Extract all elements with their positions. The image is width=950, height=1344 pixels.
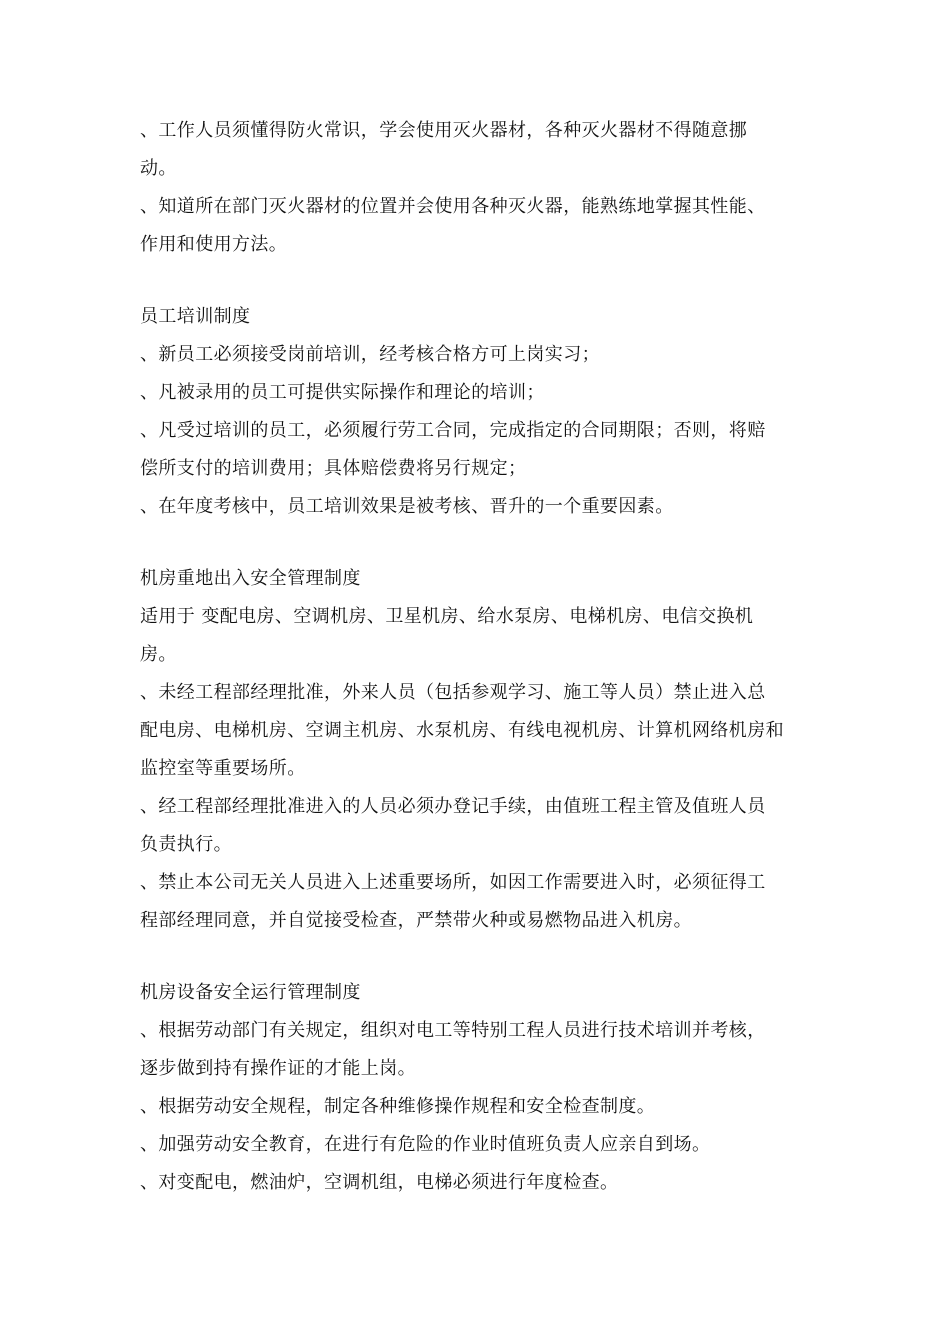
- text-line: 监控室等重要场所。: [140, 758, 306, 779]
- text-line: 、根据劳动安全规程，制定各种维修操作规程和安全检查制度。: [140, 1096, 656, 1117]
- text-line: 、知道所在部门灭火器材的位置并会使用各种灭火器，能熟练地掌握其性能、: [140, 196, 766, 217]
- text-line: 、加强劳动安全教育，在进行有危险的作业时值班负责人应亲自到场。: [140, 1134, 711, 1155]
- text-line: 适用于 变配电房、空调机房、卫星机房、给水泵房、电梯机房、电信交换机: [140, 606, 754, 627]
- text-line: 配电房、电梯机房、空调主机房、水泵机房、有线电视机房、计算机网络机房和: [140, 720, 784, 741]
- text-line: 、未经工程部经理批准，外来人员（包括参观学习、施工等人员）禁止进入总: [140, 682, 766, 703]
- text-line: 负责执行。: [140, 834, 232, 855]
- text-line: 、禁止本公司无关人员进入上述重要场所，如因工作需要进入时，必须征得工: [140, 872, 766, 893]
- text-line: 房。: [140, 644, 177, 665]
- text-line: 、在年度考核中，员工培训效果是被考核、晋升的一个重要因素。: [140, 496, 674, 517]
- text-line: 、凡受过培训的员工，必须履行劳工合同，完成指定的合同期限；否则，将赔: [140, 420, 766, 441]
- section-heading: 员工培训制度: [140, 306, 251, 327]
- text-line: 作用和使用方法。: [140, 234, 288, 255]
- text-line: 、工作人员须懂得防火常识，学会使用灭火器材，各种灭火器材不得随意挪: [140, 120, 748, 141]
- text-line: 逐步做到持有操作证的才能上岗。: [140, 1058, 416, 1079]
- text-line: 、经工程部经理批准进入的人员必须办登记手续，由值班工程主管及值班人员: [140, 796, 766, 817]
- section-heading: 机房重地出入安全管理制度: [140, 568, 361, 589]
- text-line: 、对变配电，燃油炉，空调机组，电梯必须进行年度检查。: [140, 1172, 619, 1193]
- text-line: 偿所支付的培训费用；具体赔偿费将另行规定；: [140, 458, 527, 479]
- text-line: 动。: [140, 158, 177, 179]
- section-heading: 机房设备安全运行管理制度: [140, 982, 361, 1003]
- text-line: 、凡被录用的员工可提供实际操作和理论的培训；: [140, 382, 545, 403]
- text-line: 程部经理同意，并自觉接受检查，严禁带火种或易燃物品进入机房。: [140, 910, 692, 931]
- text-line: 、根据劳动部门有关规定，组织对电工等特别工程人员进行技术培训并考核，: [140, 1020, 766, 1041]
- text-line: 、新员工必须接受岗前培训，经考核合格方可上岗实习；: [140, 344, 600, 365]
